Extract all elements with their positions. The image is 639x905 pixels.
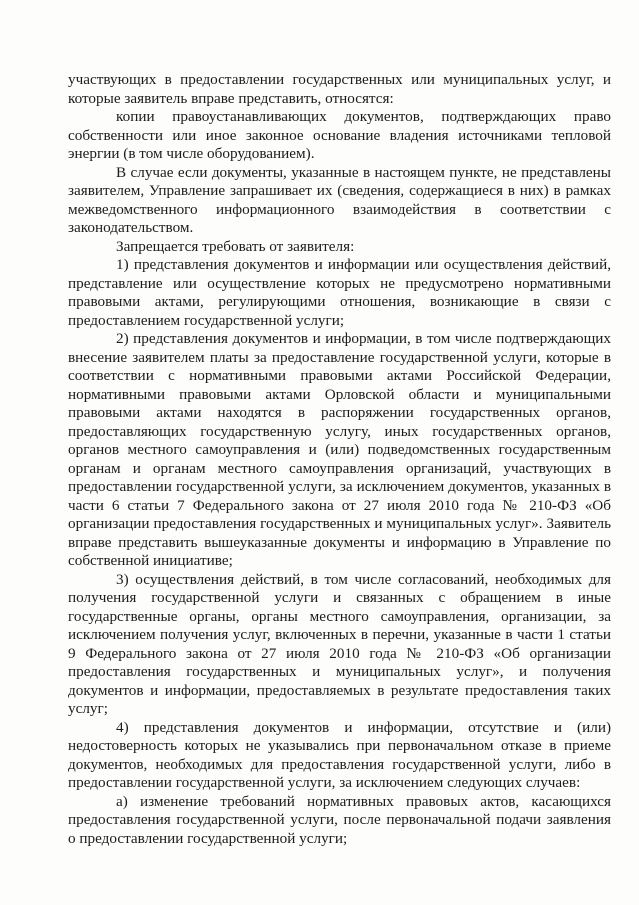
paragraph-intro-continuation: участвующих в предоставлении государственных или муниципальных услуг, и которые заявитель вправе представить, относятся: [68, 71, 611, 107]
paragraph-exception-a: а) изменение требований нормативных правовых актов, касающихся предоставления государственной услуги, после первоначальной подачи заявления о предоставлении государственной услуги; [68, 792, 611, 847]
paragraph-prohibition-item-1: 1) представления документов и информации или осуществления действий, представление или осуществление которых не предусмотрено нормативными правовыми актами, регулирующими отношения, возникающие в связи с предоставлением государственной услуги; [68, 256, 611, 329]
paragraph-title-documents-copies: копии правоустанавливающих документов, подтверждающих право собственности или иное законное основание владения источниками тепловой энергии (в том числе оборудованием). [68, 108, 611, 162]
paragraph-prohibition-item-4: 4) представления документов и информации, отсутствие и (или) недостоверность которых не указывались при первоначальном отказе в приеме документов, необходимых для предоставления государственной услуги, либо в предоставлении государственной услуги, за исключением следующих случаев: [68, 718, 611, 791]
paragraph-prohibition-heading: Запрещается требовать от заявителя: [116, 237, 355, 255]
paragraph-prohibition-item-3: 3) осуществления действий, в том числе согласований, необходимых для получения государственной услуги и связанных с обращением в иные государственные органы, органы местного самоуправления, организации, за исключением получения услуг, включенных в перечни, указанные в части 1 статьи 9 Федерального закона от 27 июля 2010 года № 210-ФЗ «Об организации предоставления государственных и муниципальных услуг», и получения документов и информации, предоставляемых в результате предоставления таких услуг; [68, 570, 611, 717]
paragraph-prohibition-item-2: 2) представления документов и информации, в том числе подтверждающих внесение заявителем платы за предоставление государственной услуги, которые в соответствии с нормативными правовыми актами Российской Федерации, нормативными правовыми актами Орловской области и муниципальными правовыми актами находятся в распоряжении государственных органов, предоставляющих государственную услугу, иных государственных органов, органов местного самоуправления и (или) подведомственных государственным органам и органам местного самоуправления организаций, участвующих в предоставлении государственной услуги, за исключением документов, указанных в части 6 статьи 7 Федерального закона от 27 июля 2010 года № 210-ФЗ «Об организации предоставления государственных и муниципальных услуг». Заявитель вправе представить вышеуказанные документы и информацию в Управление по собственной инициативе; [68, 330, 611, 569]
paragraph-interagency-request: В случае если документы, указанные в настоящем пункте, не представлены заявителем, Управление запрашивает их (сведения, содержащиеся в них) в рамках межведомственного информационного взаимодействия в соответствии с законодательством. [68, 163, 611, 236]
document-body [68, 71, 611, 848]
